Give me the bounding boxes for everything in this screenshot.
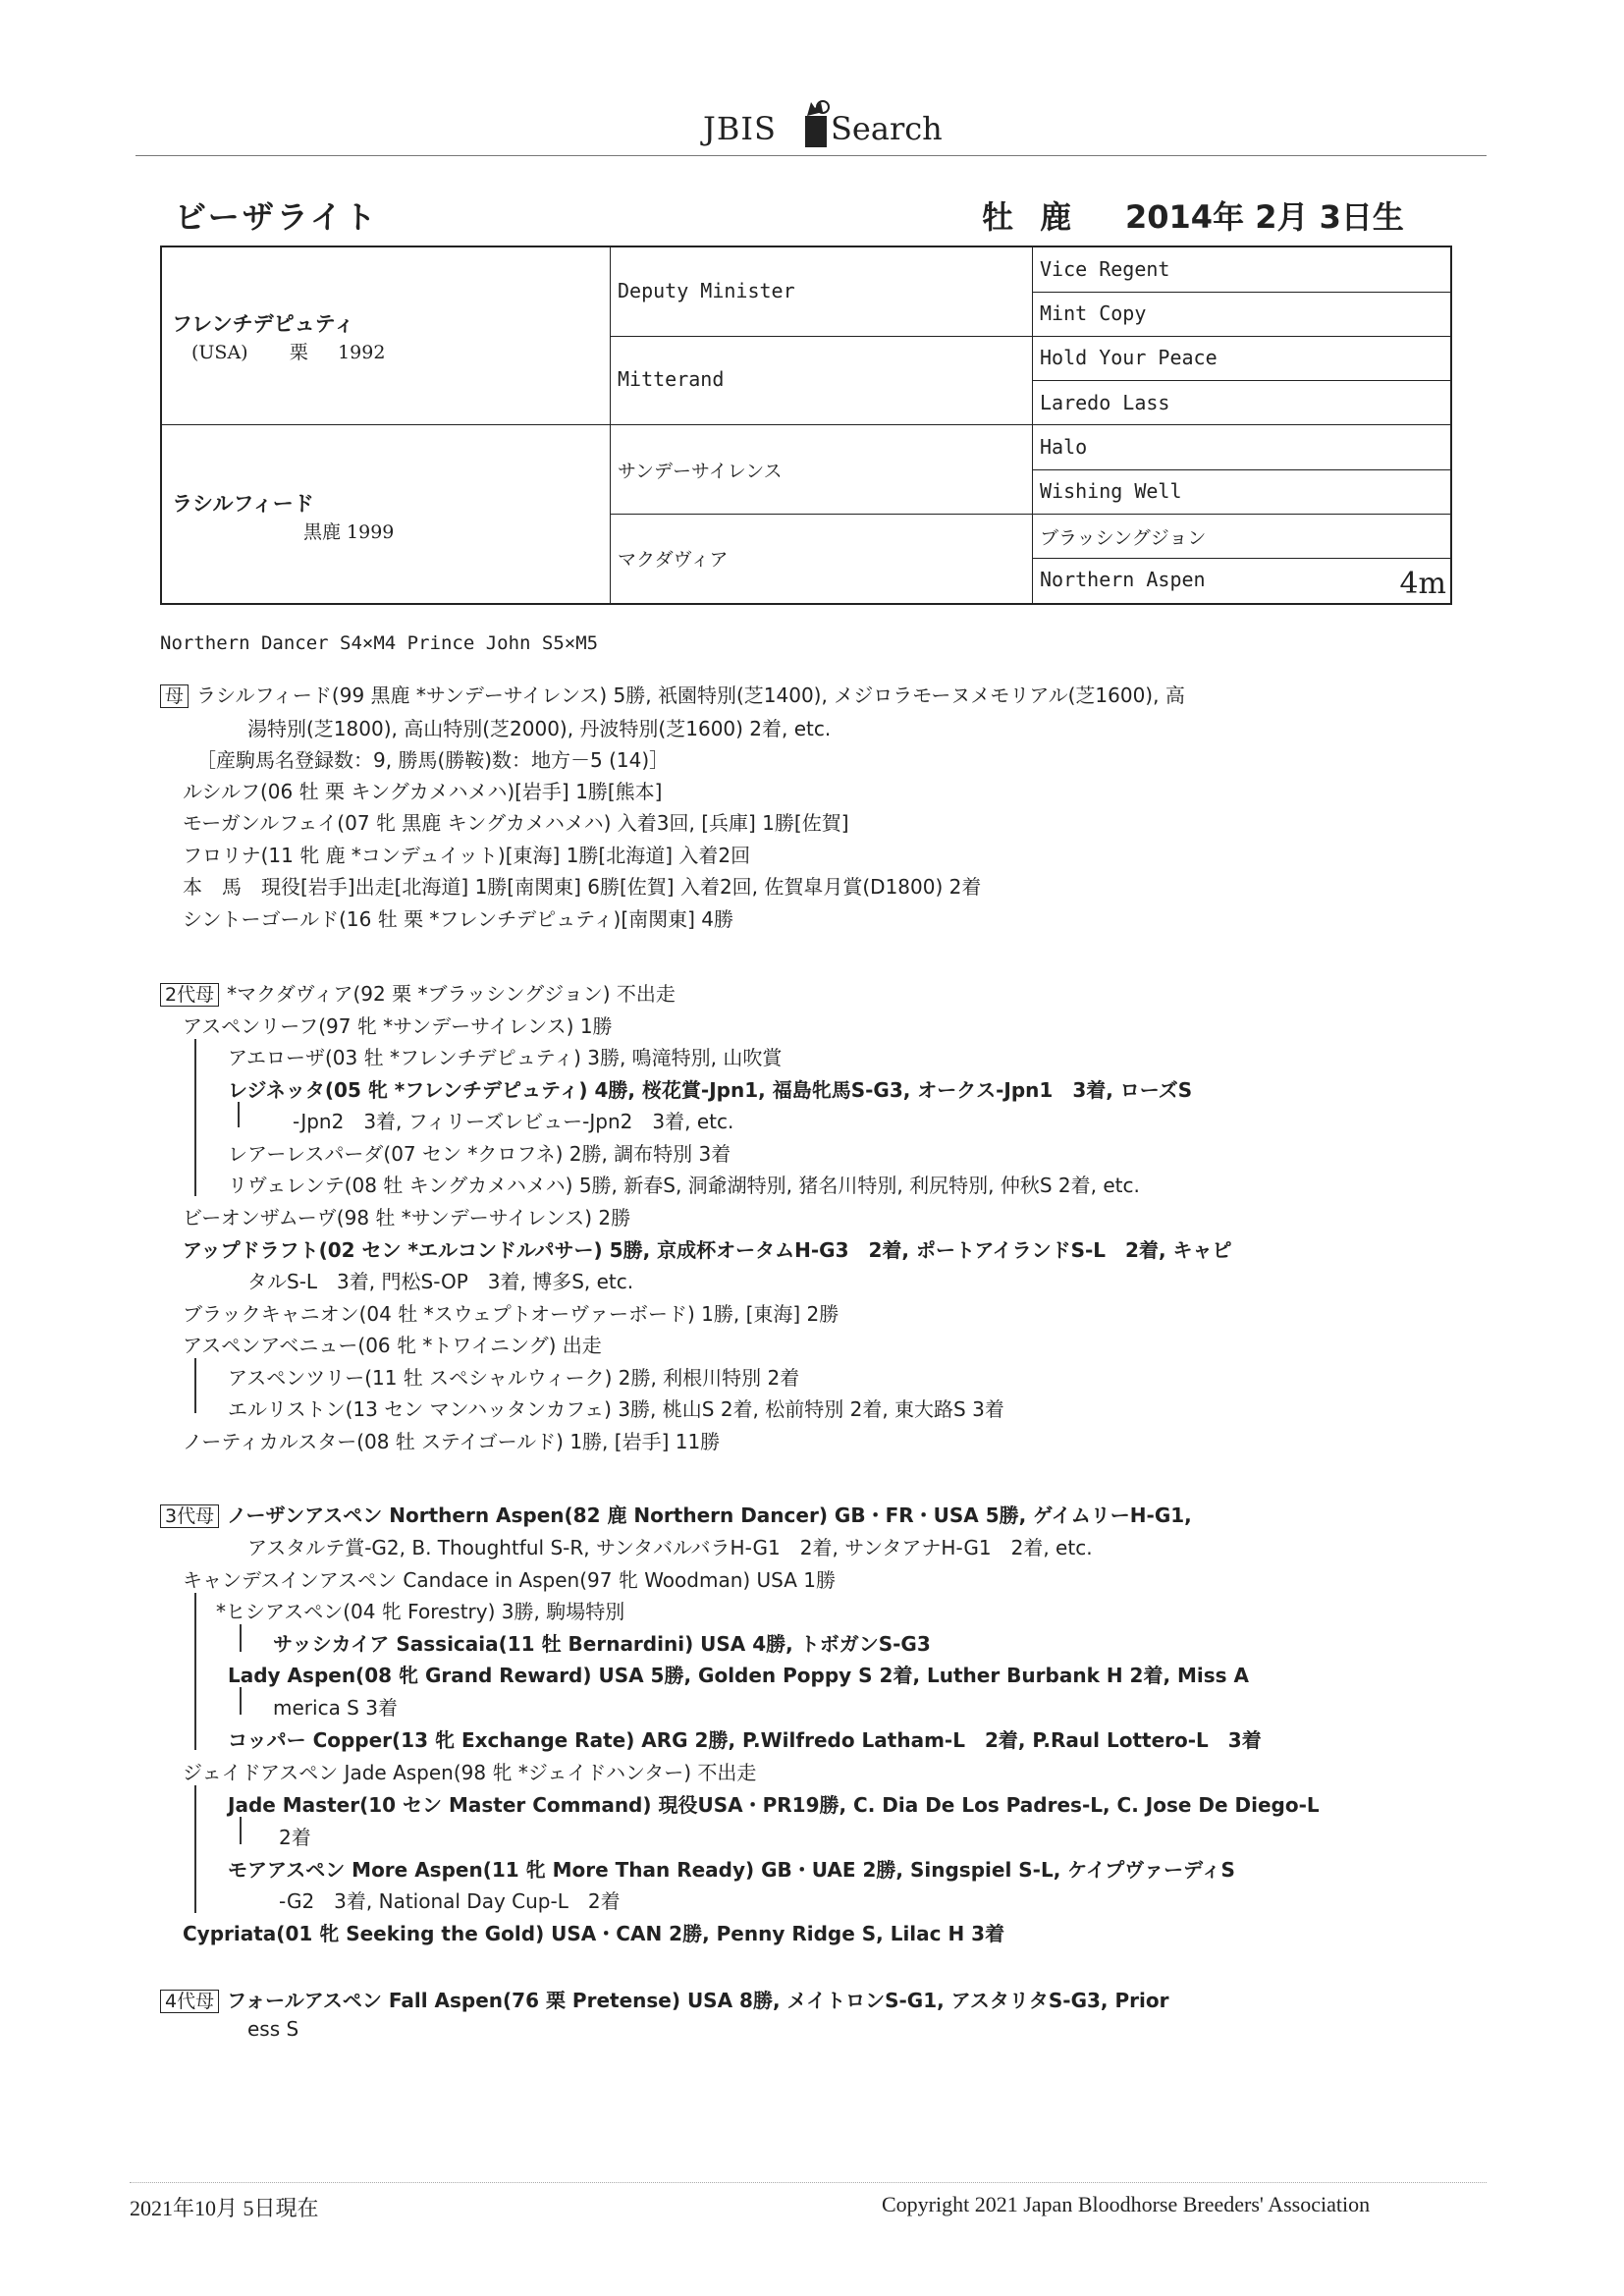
footer-divider: [130, 2182, 1487, 2183]
pedigree-row-divider: [1032, 292, 1450, 293]
g3-section-line: コッパー Copper(13 牝 Exchange Rate) ARG 2勝, P.Wilfredo Latham-L 2着, P.Raul Lottero-L 3着: [228, 1728, 1262, 1752]
g2-section-line: レアーレスパーダ(07 セン *クロフネ) 2勝, 調布特別 3着: [228, 1142, 731, 1166]
g2-section-line: ビーオンザムーヴ(98 牡 *サンデーサイレンス) 2勝: [183, 1206, 631, 1230]
pedigree-g3: Wishing Well: [1040, 479, 1182, 503]
g3-section-line: 3代母 ノーザンアスペン Northern Aspen(82 鹿 Northern Dancer) GB・FR・USA 5勝, ゲイムリーH-G1,: [160, 1500, 1192, 1528]
g2-section-line: ノーティカルスター(08 牡 ステイゴールド) 1勝, [岩手] 11勝: [183, 1430, 721, 1453]
horse-sex-color: 牡 鹿: [982, 198, 1080, 236]
g4-section-line: ess S: [247, 2017, 299, 2041]
pedigree-g2-sire-sire: Deputy Minister: [618, 279, 795, 302]
horse-name: ビーザライト: [175, 198, 379, 236]
pedigree-row-divider: [1032, 380, 1450, 381]
pedigree-table: [160, 246, 1452, 605]
header-divider: [135, 155, 1487, 156]
dam-section-line: モーガンルフェイ(07 牝 黒鹿 キングカメハメハ) 入着3回, [兵庫] 1勝[佐賀]: [183, 811, 849, 835]
dam-section-line: 母 ラシルフィード(99 黒鹿 *サンデーサイレンス) 5勝, 祇園特別(芝1400), メジロラモーヌメモリアル(芝1600), 高: [160, 680, 1185, 708]
pedigree-row-divider: [610, 336, 1450, 337]
g3-section-line: Lady Aspen(08 牝 Grand Reward) USA 5勝, Golden Poppy S 2着, Luther Burbank H 2着, Miss A: [228, 1664, 1250, 1687]
g2-section-line: アエローザ(03 牡 *フレンチデピュティ) 3勝, 鳴滝特別, 山吹賞: [228, 1046, 783, 1069]
inbreeding-note: Northern Dancer S4×M4 Prince John S5×M5: [160, 632, 599, 654]
pedigree-g3: ブラッシングジョン: [1040, 527, 1207, 549]
dam-section-line: フロリナ(11 牝 鹿 *コンデュイット)[東海] 1勝[北海道] 入着2回: [183, 844, 751, 867]
g3-section-line: モアアスペン More Aspen(11 牝 More Than Ready) GB・UAE 2勝, Singspiel S-L, ケイプヴァーディS: [228, 1858, 1235, 1882]
g3-section-line: *ヒシアスペン(04 牝 Forestry) 3勝, 駒場特別: [216, 1600, 625, 1623]
g2-section-line: ブラックキャニオン(04 牡 *スウェプトオーヴァーボード) 1勝, [東海] 2勝: [183, 1302, 839, 1326]
logo-search-text: Search: [831, 110, 943, 147]
section-tag-g4: 4代母: [160, 1990, 219, 2013]
g3-section-line: 2着: [279, 1826, 311, 1849]
pedigree-row-divider: [162, 424, 1450, 425]
pedigree-row-divider: [1032, 469, 1450, 470]
pedigree-g3: Vice Regent: [1040, 257, 1170, 281]
copyright: Copyright 2021 Japan Bloodhorse Breeders' Association: [882, 2192, 1371, 2216]
dam-section-line: ［産駒馬名登録数：9, 勝馬(勝鞍)数：地方－5 (14)］: [196, 748, 670, 772]
g2-section-line: アスペンアベニュー(06 牝 *トワイニング) 出走: [183, 1334, 602, 1357]
sire-details: (USA) 栗 1992: [191, 342, 386, 363]
progeny-indent-bar: [194, 1785, 196, 1913]
section-tag-g3: 3代母: [160, 1504, 219, 1528]
pedigree-g2-dam-sire: サンデーサイレンス: [618, 461, 783, 482]
pedigree-col-divider: [1032, 247, 1033, 603]
pedigree-row-divider: [1032, 558, 1450, 559]
progeny-indent-bar: [194, 1039, 196, 1196]
g2-section-line: 2代母 *マクダヴィア(92 栗 *ブラッシングジョン) 不出走: [160, 978, 676, 1007]
g2-section-line: アップドラフト(02 セン *エルコンドルパサー) 5勝, 京成杯オータムH-G3 2着, ポートアイランドS-L 2着, キャピ: [183, 1238, 1232, 1262]
g4-section-line: 4代母 フォールアスペン Fall Aspen(76 栗 Pretense) USA 8勝, メイトロンS-G1, アスタリタS-G3, Prior: [160, 1985, 1168, 2013]
g3-section-line: Jade Master(10 セン Master Command) 現役USA・PR19勝, C. Dia De Los Padres-L, C. Jose De Diego-L: [228, 1793, 1320, 1817]
progeny-indent-bar: [238, 1102, 240, 1127]
horse-birthdate: 2014年 2月 3日生: [1125, 198, 1404, 236]
dam-section-line: 湯特別(芝1800), 高山特別(芝2000), 丹波特別(芝1600) 2着, etc.: [247, 717, 832, 740]
progeny-indent-bar: [240, 1687, 242, 1715]
pedigree-g2-dam-dam: マクダヴィア: [618, 549, 729, 571]
pedigree-g3: Halo: [1040, 435, 1088, 459]
pedigree-g3: Mint Copy: [1040, 301, 1147, 325]
progeny-indent-bar: [194, 1358, 196, 1413]
progeny-indent-bar: [194, 1593, 196, 1750]
pedigree-g3: Northern Aspen: [1040, 568, 1206, 591]
pedigree-col-divider: [610, 247, 611, 603]
jbis-search-logo: [703, 98, 948, 155]
pedigree-row-divider: [610, 514, 1450, 515]
g3-section-line: サッシカイア Sassicaia(11 牡 Bernardini) USA 4勝, トボガンS-G3: [273, 1632, 931, 1656]
dam-details: 黒鹿 1999: [303, 521, 395, 543]
progeny-indent-bar: [240, 1817, 242, 1844]
g2-section-line: アスペンツリー(11 牡 スペシャルウィーク) 2勝, 利根川特別 2着: [228, 1366, 800, 1390]
g3-section-line: キャンデスインアスペン Candace in Aspen(97 牝 Woodman) USA 1勝: [183, 1568, 837, 1592]
dam-section-line: シントーゴールド(16 牡 栗 *フレンチデピュティ)[南関東] 4勝: [183, 907, 734, 931]
g2-section-line: リヴェレンテ(08 牡 キングカメハメハ) 5勝, 新春S, 洞爺湖特別, 猪名川特別, 利尻特別, 仲秋S 2着, etc.: [228, 1174, 1140, 1197]
section-tag-dam: 母: [160, 684, 189, 708]
dam-section-line: 本 馬 現役[岩手]出走[北海道] 1勝[南関東] 6勝[佐賀] 入着2回, 佐賀皐月賞(D1800) 2着: [183, 875, 982, 899]
g3-section-line: Cypriata(01 牝 Seeking the Gold) USA・CAN 2勝, Penny Ridge S, Lilac H 3着: [183, 1922, 1005, 1945]
progeny-indent-bar: [240, 1624, 242, 1652]
g2-section-line: エルリストン(13 セン マンハッタンカフェ) 3勝, 桃山S 2着, 松前特別 2着, 東大路S 3着: [228, 1397, 1004, 1421]
horse-magnifier-icon: [801, 98, 831, 149]
g3-section-line: merica S 3着: [273, 1696, 398, 1720]
pedigree-g3: Hold Your Peace: [1040, 346, 1218, 369]
g3-section-line: アスタルテ賞-G2, B. Thoughtful S-R, サンタバルバラH-G1 2着, サンタアナH-G1 2着, etc.: [247, 1536, 1093, 1559]
g2-section-line: アスペンリーフ(97 牝 *サンデーサイレンス) 1勝: [183, 1014, 613, 1038]
pedigree-g2-sire-dam: Mitterand: [618, 367, 725, 391]
as-of-date: 2021年10月 5日現在: [130, 2196, 319, 2220]
pedigree-g3: Laredo Lass: [1040, 391, 1170, 414]
dam-section-line: ルシルフ(06 牡 栗 キングカメハメハ)[岩手] 1勝[熊本]: [183, 780, 663, 803]
g2-section-line: レジネッタ(05 牝 *フレンチデピュティ) 4勝, 桜花賞-Jpn1, 福島牝馬S-G3, オークス-Jpn1 3着, ローズS: [228, 1078, 1193, 1102]
g2-section-line: -Jpn2 3着, フィリーズレビュー-Jpn2 3着, etc.: [293, 1110, 734, 1133]
sire-name: フレンチデピュティ: [172, 312, 354, 336]
logo-jbis-text: JBIS: [703, 110, 777, 147]
g3-section-line: ジェイドアスペン Jade Aspen(98 牝 *ジェイドハンター) 不出走: [183, 1761, 757, 1784]
dam-name: ラシルフィード: [172, 492, 314, 516]
g2-section-line: タルS-L 3着, 門松S-OP 3着, 博多S, etc.: [247, 1270, 634, 1293]
g3-section-line: -G2 3着, National Day Cup-L 2着: [279, 1889, 621, 1913]
section-tag-g2: 2代母: [160, 983, 219, 1007]
cross-size-mark: 4m: [1399, 567, 1446, 601]
